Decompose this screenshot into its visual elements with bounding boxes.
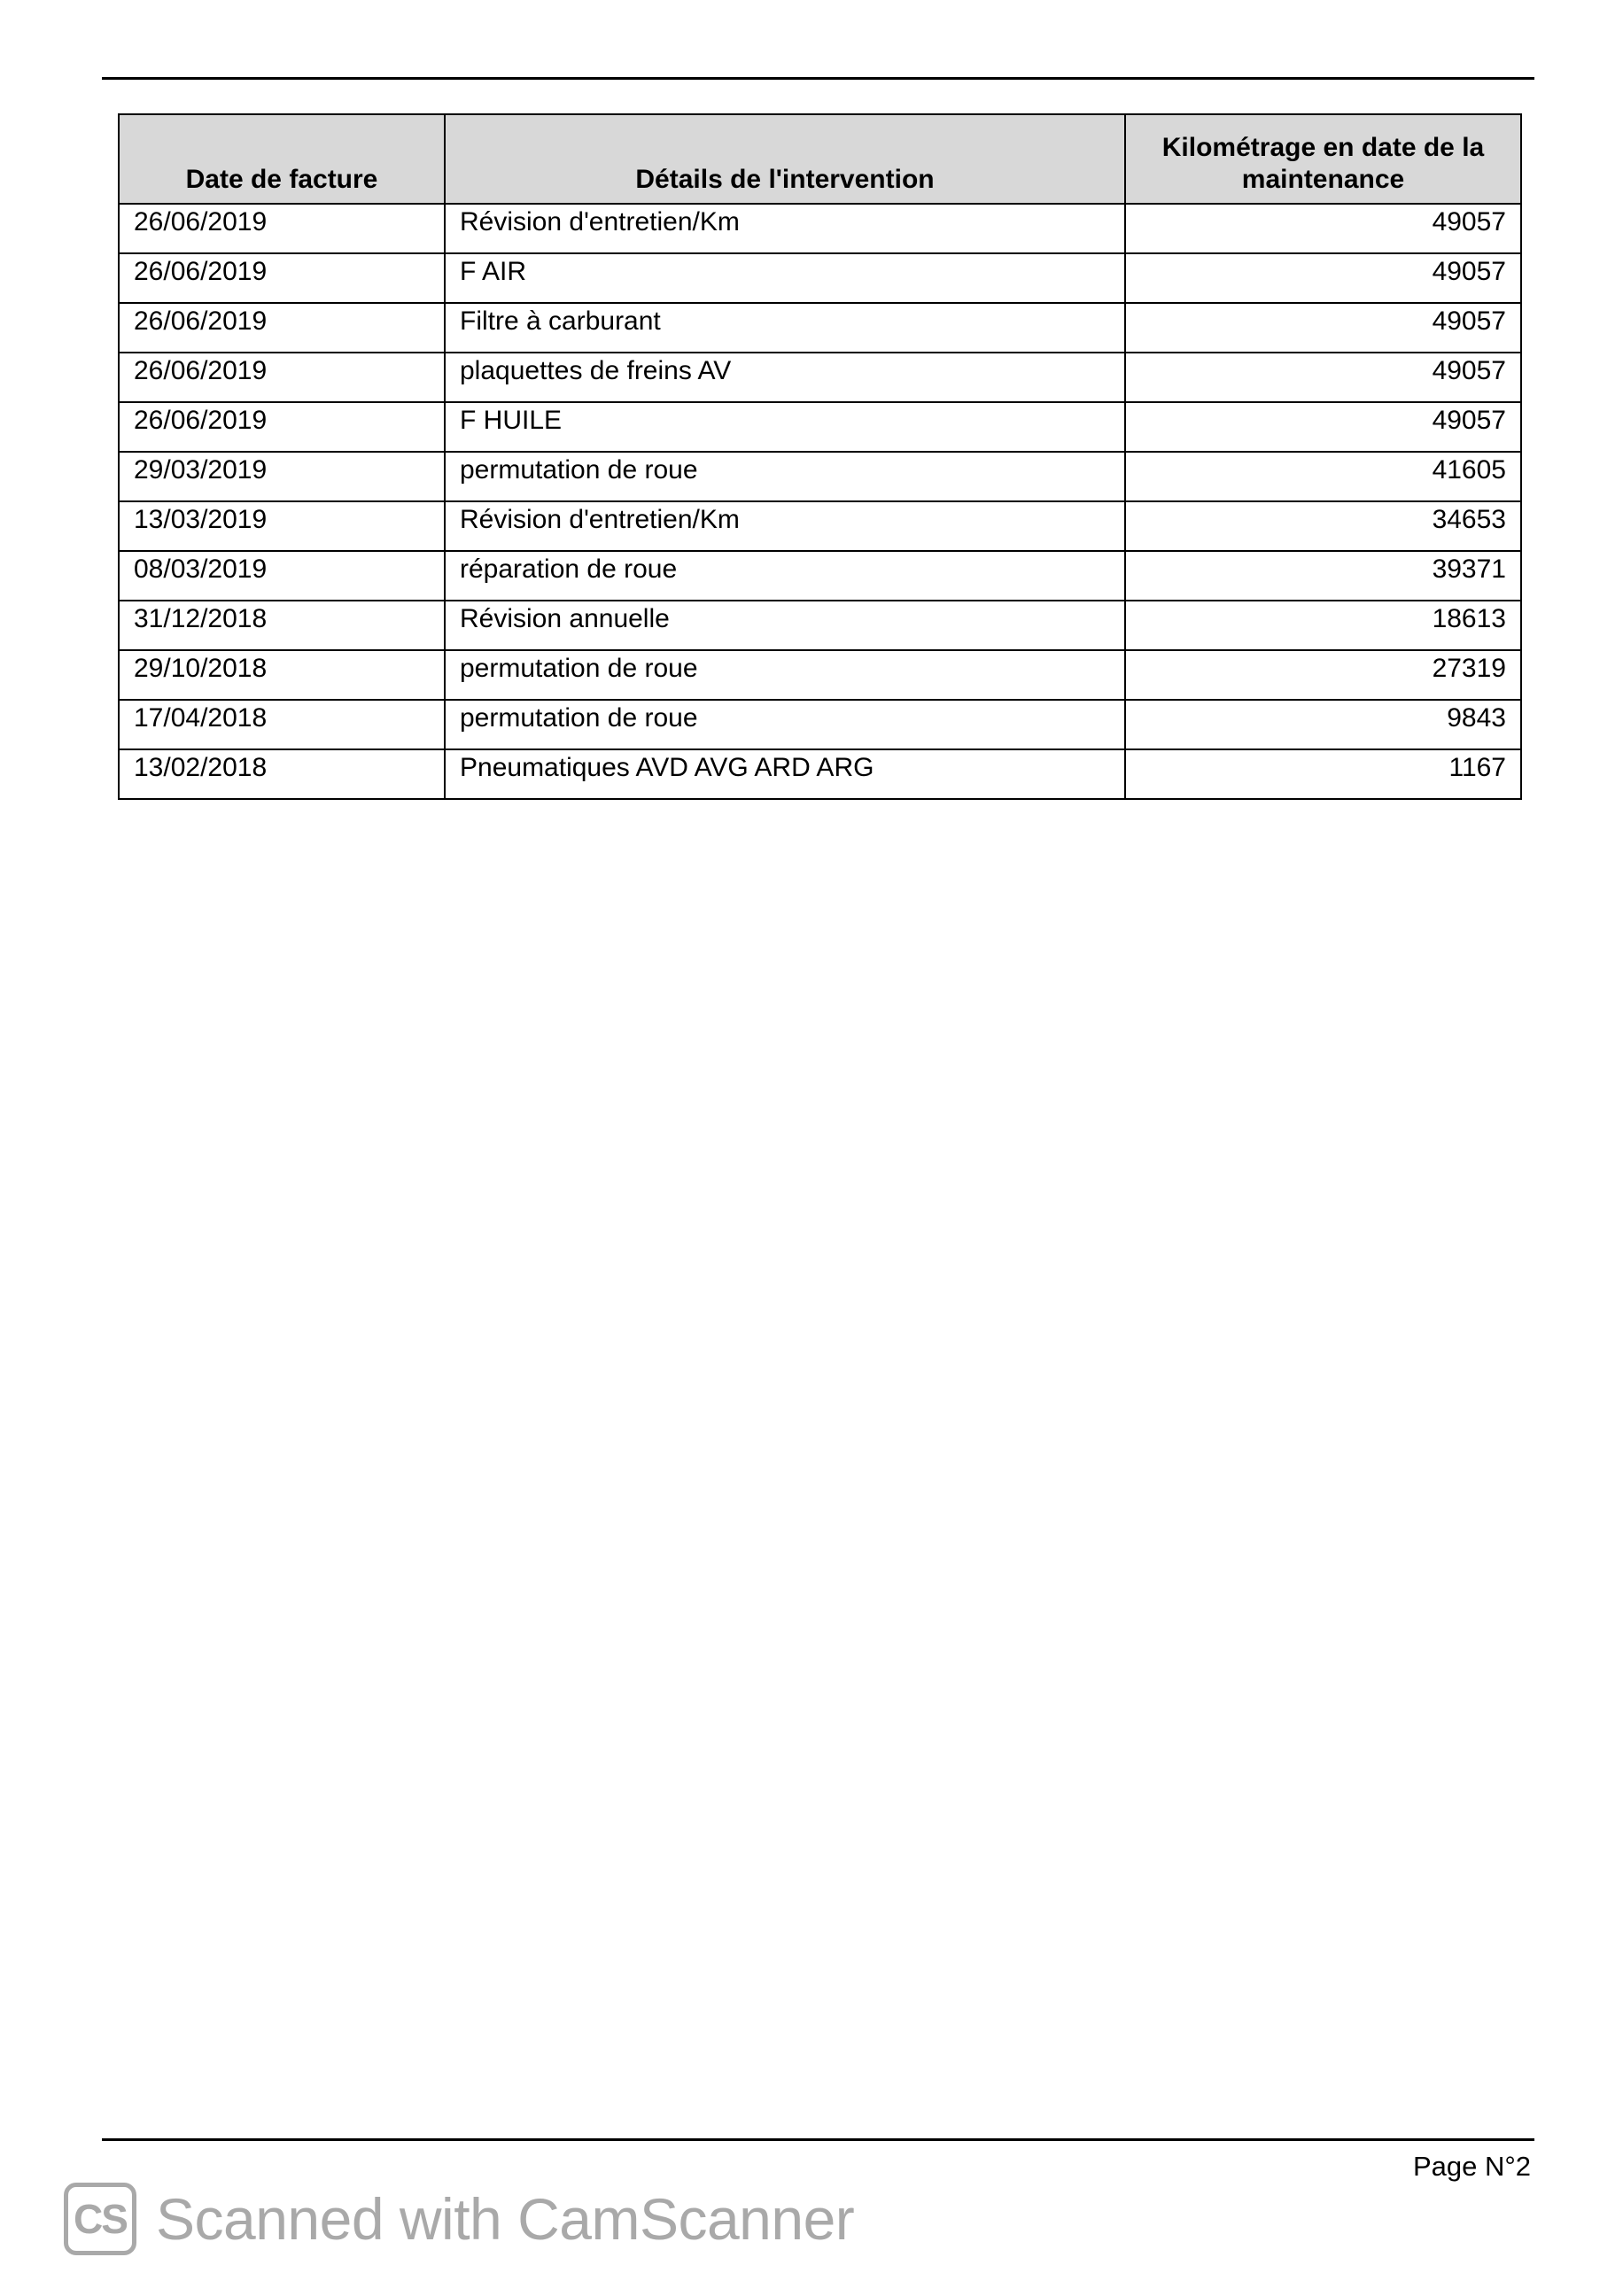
cell-date: 31/12/2018 [119,601,445,650]
table-row [119,501,1521,551]
cell-date: 13/03/2019 [119,501,445,551]
table-row [119,650,1521,700]
header-date: Date de facture [119,114,445,204]
cell-km: 9843 [1125,700,1521,749]
table-row [119,452,1521,501]
cell-date: 29/03/2019 [119,452,445,501]
cell-km: 18613 [1125,601,1521,650]
camscanner-logo-icon: CS [64,2183,136,2255]
cell-details: réparation de roue [445,551,1125,601]
cell-details: plaquettes de freins AV [445,353,1125,402]
header-details: Détails de l'intervention [445,114,1125,204]
cell-details: Révision annuelle [445,601,1125,650]
cell-date: 29/10/2018 [119,650,445,700]
cell-km: 1167 [1125,749,1521,799]
cell-km: 49057 [1125,303,1521,353]
table-row [119,204,1521,253]
cell-date: 26/06/2019 [119,353,445,402]
cell-km: 34653 [1125,501,1521,551]
cell-km: 49057 [1125,253,1521,303]
cell-date: 26/06/2019 [119,402,445,452]
cell-details: Révision d'entretien/Km [445,204,1125,253]
page-number: Page N°2 [1412,2151,1531,2182]
camscanner-watermark [64,2181,854,2257]
cell-details: F HUILE [445,402,1125,452]
table-row [119,303,1521,353]
header-km: Kilométrage en date de la maintenance [1125,114,1521,204]
watermark-text: Scanned with CamScanner [156,2186,855,2252]
cell-km: 49057 [1125,353,1521,402]
cell-date: 17/04/2018 [119,700,445,749]
cell-date: 13/02/2018 [119,749,445,799]
table-row [119,253,1521,303]
cell-details: Pneumatiques AVD AVG ARD ARG [445,749,1125,799]
cell-km: 49057 [1125,402,1521,452]
cell-details: permutation de roue [445,650,1125,700]
cell-details: permutation de roue [445,700,1125,749]
cell-date: 26/06/2019 [119,303,445,353]
cell-date: 26/06/2019 [119,253,445,303]
maintenance-table [118,113,1522,800]
table-row [119,601,1521,650]
cell-km: 27319 [1125,650,1521,700]
bottom-rule [102,2138,1534,2141]
table-row [119,353,1521,402]
cell-details: Révision d'entretien/Km [445,501,1125,551]
cell-km: 41605 [1125,452,1521,501]
cell-km: 49057 [1125,204,1521,253]
table-header-row [119,114,1521,204]
table-row [119,700,1521,749]
table-row [119,749,1521,799]
cell-details: permutation de roue [445,452,1125,501]
cell-km: 39371 [1125,551,1521,601]
table-row [119,551,1521,601]
table-row [119,402,1521,452]
top-rule [102,77,1534,80]
cell-date: 26/06/2019 [119,204,445,253]
cell-details: Filtre à carburant [445,303,1125,353]
cell-details: F AIR [445,253,1125,303]
cell-date: 08/03/2019 [119,551,445,601]
